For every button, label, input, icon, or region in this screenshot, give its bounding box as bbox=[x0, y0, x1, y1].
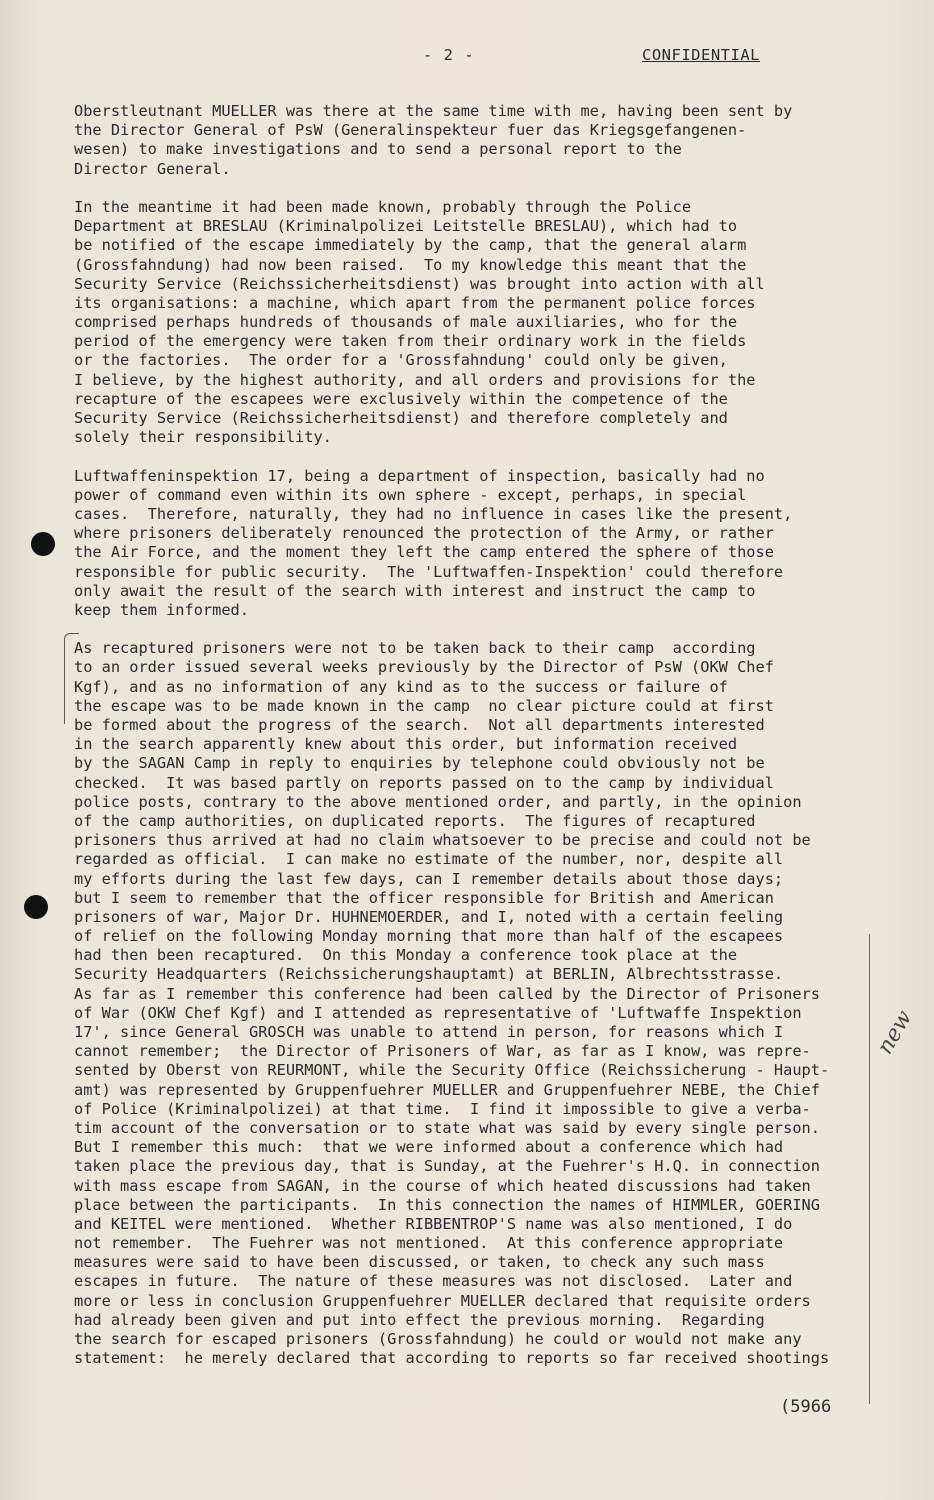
text-line: period of the emergency were taken from their ordinary work in the fields bbox=[74, 332, 747, 351]
text-line: cannot remember; the Director of Prisoners of War, as far as I know, was repre- bbox=[74, 1042, 811, 1061]
paragraph bbox=[74, 102, 874, 179]
text-line: keep them informed. bbox=[74, 600, 249, 619]
text-line: 17', since General GROSCH was unable to attend in person, for reasons which I bbox=[74, 1023, 784, 1041]
text-line: tim account of the conversation or to state what was said by every single person. bbox=[74, 1118, 820, 1137]
text-line: As recaptured prisoners were not to be taken back to their camp according bbox=[74, 639, 756, 658]
text-line: or the factories. The order for a 'Grossfahndung' could only be given, bbox=[74, 351, 728, 370]
text-line: the search for escaped prisoners (Grossfahndung) he could or would not make any bbox=[74, 1330, 802, 1348]
text-line: the Director General of PsW (Generalinspekteur fuer das Kriegsgefangenen- bbox=[74, 121, 747, 140]
classification-label: CONFIDENTIAL bbox=[642, 46, 760, 64]
text-line: in the search apparently knew about this order, but information received bbox=[74, 735, 738, 754]
text-line: Security Service (Reichssicherheitsdienst) and therefore completely and bbox=[74, 409, 728, 427]
document-body bbox=[74, 102, 874, 1388]
text-line: Kgf), and as no information of any kind as to the success or failure of bbox=[74, 677, 728, 696]
text-line: regarded as official. I can make no estimate of the number, nor, despite all bbox=[74, 850, 784, 869]
text-line: responsible for public security. The 'Luftwaffen-Inspektion' could therefore bbox=[74, 562, 784, 581]
text-line: measures were said to have been discussed, or taken, to check any such mass bbox=[74, 1253, 765, 1272]
text-line: Oberstleutnant MUELLER was there at the same time with me, having been sent by bbox=[74, 102, 793, 120]
text-line: to an order issued several weeks previously by the Director of PsW (OKW Chef bbox=[74, 658, 774, 677]
text-line: where prisoners deliberately renounced the protection of the Army, or rather bbox=[74, 524, 774, 543]
reference-number: (5966 bbox=[780, 1397, 832, 1417]
text-line: prisoners thus arrived at had no claim whatsoever to be precise and could not be bbox=[74, 831, 811, 850]
text-line: Security Headquarters (Reichssicherungshauptamt) at BERLIN, Albrechtsstrasse. bbox=[74, 965, 784, 984]
text-line: more or less in conclusion Gruppenfuehrer MUELLER declared that requisite orders bbox=[74, 1291, 811, 1310]
text-line: of Police (Kriminalpolizei) at that time. I find it impossible to give a verba- bbox=[74, 1099, 811, 1118]
text-line: not remember. The Fuehrer was not mentioned. At this conference appropriate bbox=[74, 1234, 784, 1253]
text-line: I believe, by the highest authority, and all orders and provisions for the bbox=[74, 370, 756, 389]
text-line: amt) was represented by Gruppenfuehrer MUELLER and Gruppenfuehrer NEBE, the Chief bbox=[74, 1080, 820, 1099]
text-line: its organisations: a machine, which apart from the permanent police forces bbox=[74, 293, 756, 312]
text-line: police posts, contrary to the above mentioned order, and partly, in the opinion bbox=[74, 792, 802, 811]
text-line: the escape was to be made known in the camp no clear picture could at first bbox=[74, 696, 774, 715]
text-line: with mass escape from SAGAN, in the course of which heated discussions had taken bbox=[74, 1176, 811, 1195]
text-line: prisoners of war, Major Dr. HUHNEMOERDER, and I, noted with a certain feeling bbox=[74, 907, 784, 926]
paragraph bbox=[74, 639, 874, 1368]
text-line: place between the participants. In this connection the names of HIMMLER, GOERING bbox=[74, 1195, 820, 1214]
punch-hole bbox=[24, 895, 48, 919]
text-line: be formed about the progress of the search. Not all departments interested bbox=[74, 716, 765, 734]
text-line: by the SAGAN Camp in reply to enquiries by telephone could obviously not be bbox=[74, 754, 765, 773]
paragraph bbox=[74, 198, 874, 447]
text-line: but I seem to remember that the officer responsible for British and American bbox=[74, 888, 774, 907]
text-line: be notified of the escape immediately by the camp, that the general alarm bbox=[74, 236, 747, 255]
text-line: (Grossfahndung) had now been raised. To my knowledge this meant that the bbox=[74, 255, 747, 274]
text-line: escapes in future. The nature of these measures was not disclosed. Later and bbox=[74, 1272, 793, 1291]
handwritten-margin-note: new bbox=[872, 1006, 918, 1059]
text-line: had then been recaptured. On this Monday a conference took place at the bbox=[74, 946, 738, 965]
text-line: comprised perhaps hundreds of thousands of male auxiliaries, who for the bbox=[74, 313, 738, 332]
text-line: and KEITEL were mentioned. Whether RIBBENTROP'S name was also mentioned, I do bbox=[74, 1214, 793, 1233]
text-line: Security Service (Reichssicherheitsdienst) was brought into action with all bbox=[74, 274, 765, 293]
text-line: recapture of the escapees were exclusively within the competence of the bbox=[74, 389, 728, 408]
text-line: wesen) to make investigations and to send a personal report to the bbox=[74, 140, 682, 159]
text-line: statement: he merely declared that according to reports so far received shootings bbox=[74, 1349, 830, 1368]
text-line: In the meantime it had been made known, probably through the Police bbox=[74, 197, 692, 216]
text-line: Director General. bbox=[74, 159, 231, 178]
text-line: As far as I remember this conference had been called by the Director of Prisoners bbox=[74, 984, 820, 1003]
text-line: But I remember this much: that we were informed about a conference which had bbox=[74, 1138, 784, 1157]
text-line: of the camp authorities, on duplicated reports. The figures of recaptured bbox=[74, 811, 756, 830]
text-line: solely their responsibility. bbox=[74, 428, 332, 447]
punch-hole bbox=[31, 532, 55, 556]
text-line: taken place the previous day, that is Sunday, at the Fuehrer's H.Q. in connection bbox=[74, 1157, 820, 1176]
paragraph bbox=[74, 467, 874, 621]
text-line: only await the result of the search with interest and instruct the camp to bbox=[74, 581, 756, 600]
text-line: Department at BRESLAU (Kriminalpolizei Leitstelle BRESLAU), which had to bbox=[74, 217, 738, 236]
page-number: - 2 - bbox=[423, 46, 475, 64]
text-line: Luftwaffeninspektion 17, being a department of inspection, basically had no bbox=[74, 466, 765, 485]
text-line: of War (OKW Chef Kgf) and I attended as representative of 'Luftwaffe Inspektion bbox=[74, 1003, 802, 1022]
text-line: the Air Force, and the moment they left the camp entered the sphere of those bbox=[74, 543, 774, 562]
text-line: cases. Therefore, naturally, they had no influence in cases like the present, bbox=[74, 504, 793, 523]
text-line: had already been given and put into effect the previous morning. Regarding bbox=[74, 1310, 765, 1329]
page-header bbox=[0, 46, 934, 66]
text-line: sented by Oberst von REURMONT, while the Security Office (Reichssicherung - Haupt- bbox=[74, 1061, 830, 1080]
text-line: of relief on the following Monday morning that more than half of the escapees bbox=[74, 927, 784, 946]
text-line: power of command even within its own sphere - except, perhaps, in special bbox=[74, 485, 747, 504]
text-line: checked. It was based partly on reports passed on to the camp by individual bbox=[74, 773, 774, 792]
text-line: my efforts during the last few days, can I remember details about those days; bbox=[74, 869, 784, 888]
